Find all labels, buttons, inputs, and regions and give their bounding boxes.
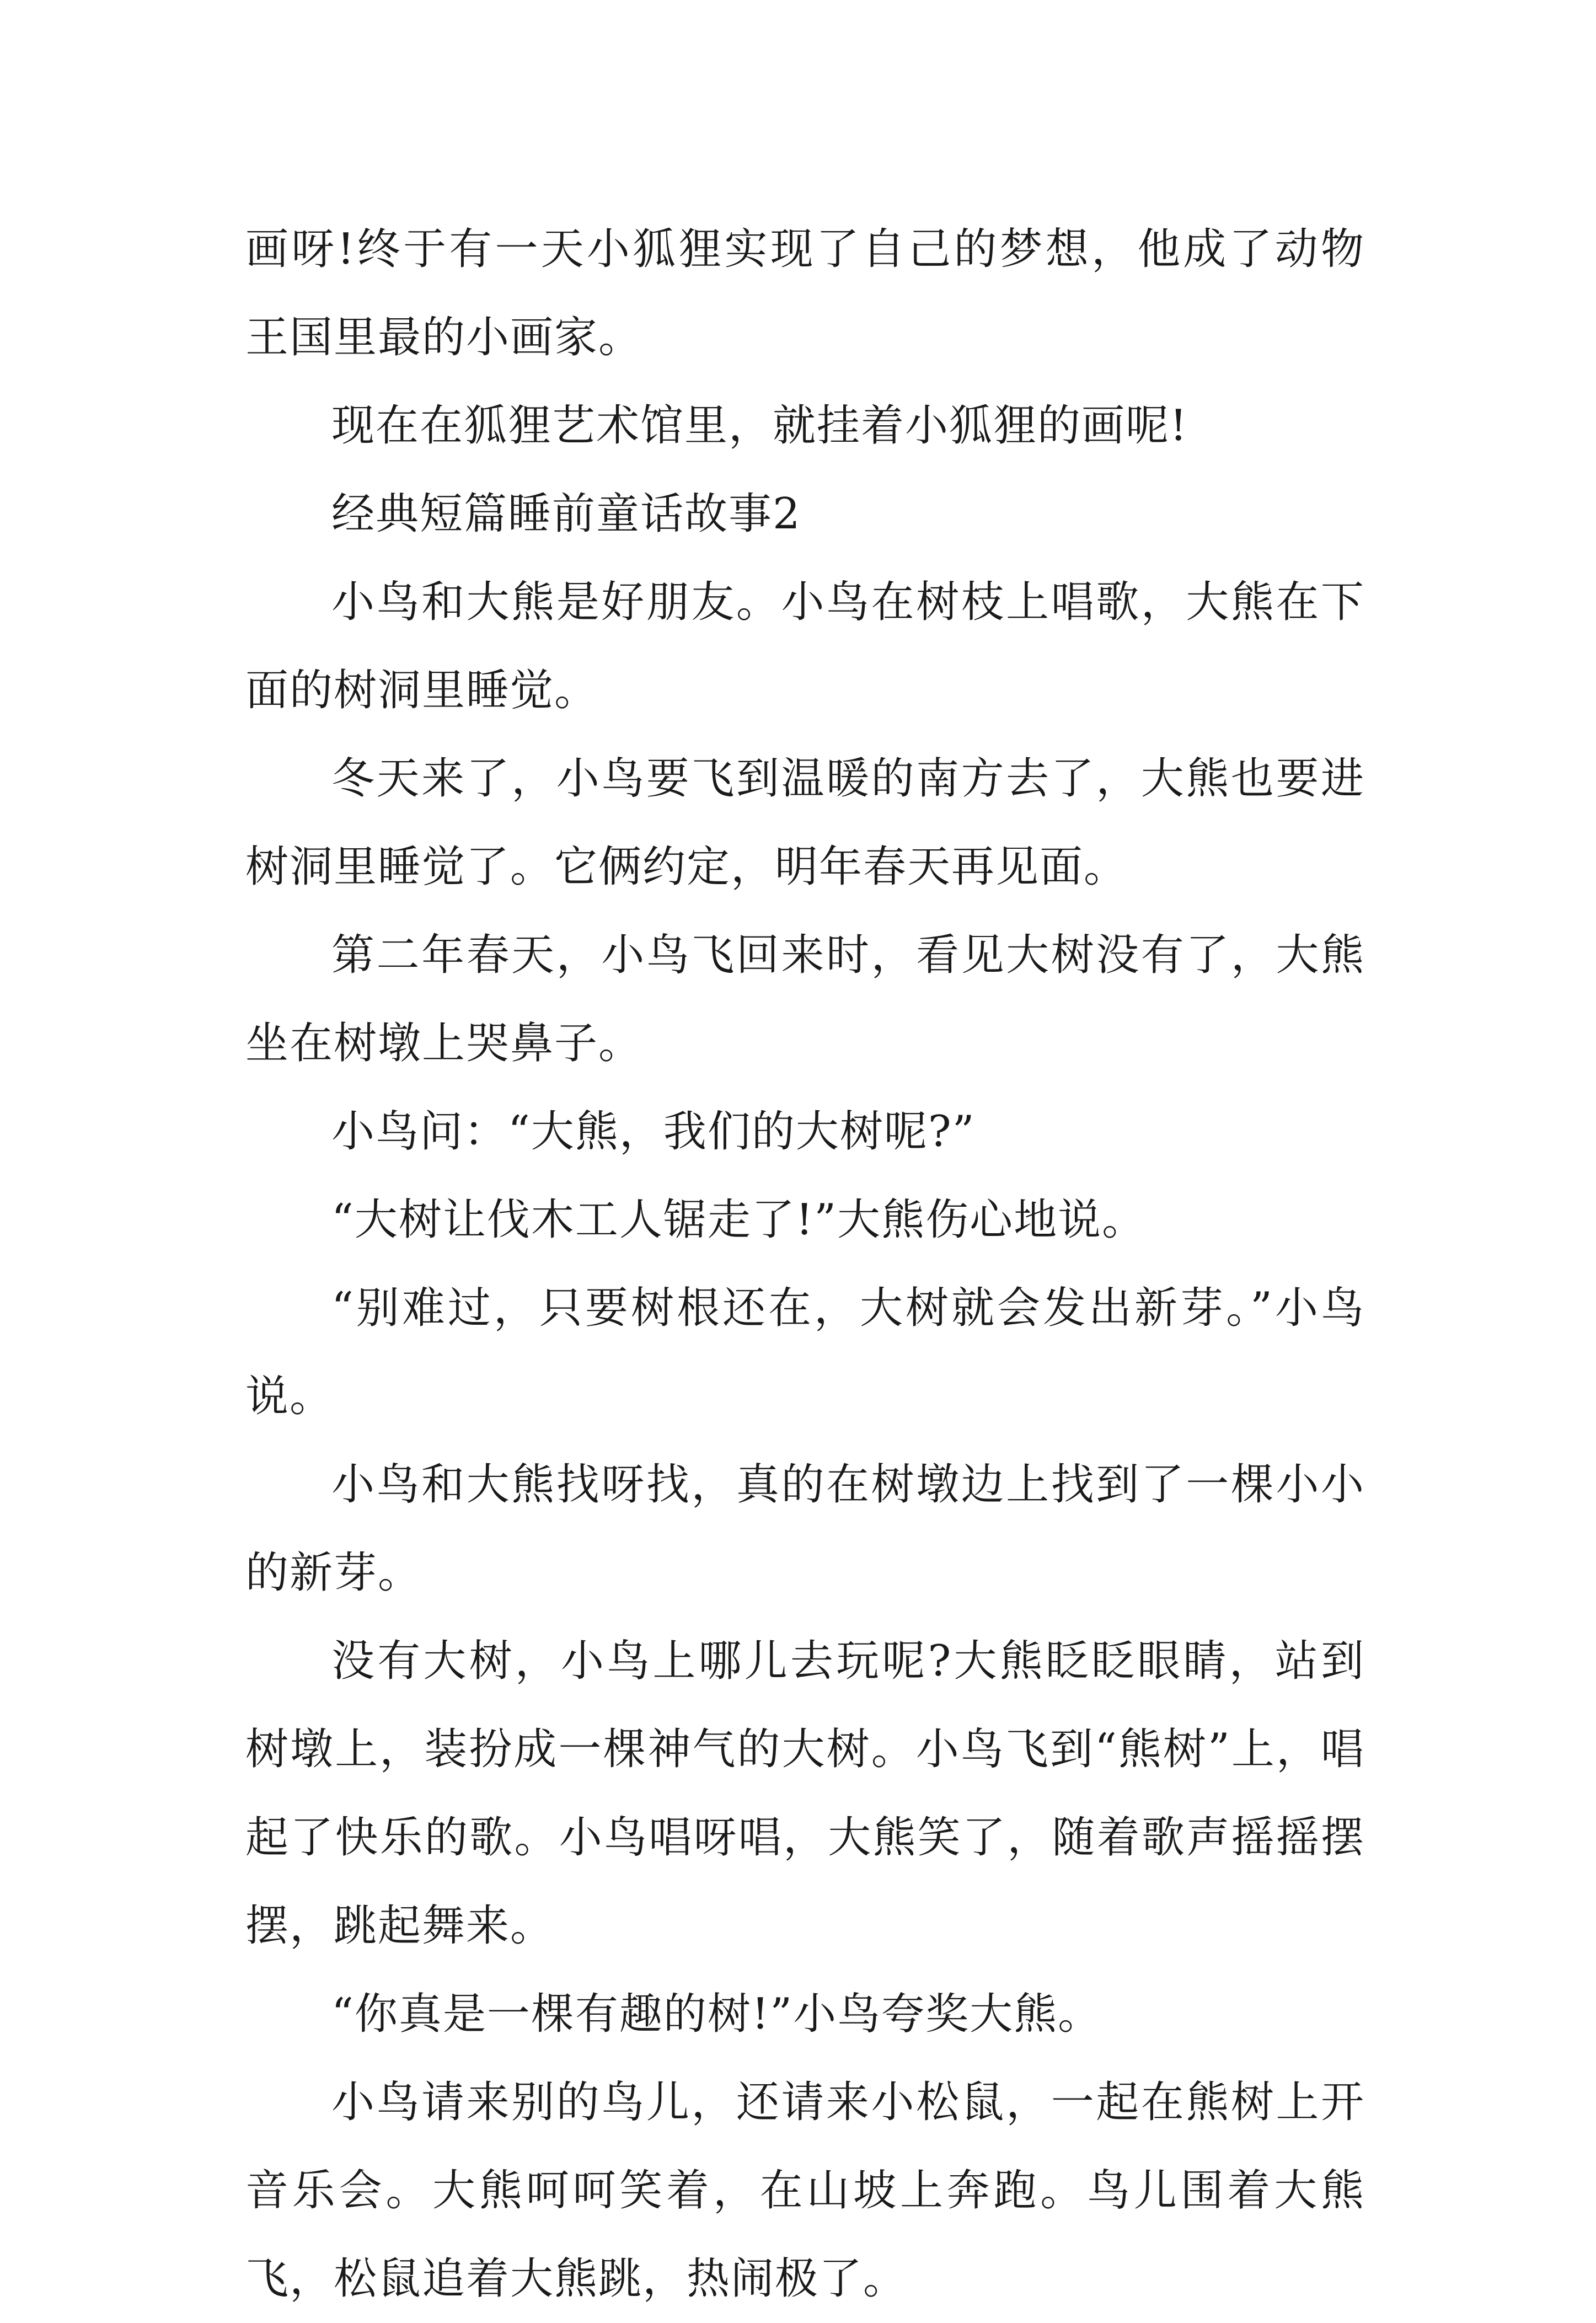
paragraph-new-sprout: 小鸟和大熊找呀找，真的在树墩边上找到了一棵小小的新芽。 (245, 1460, 1365, 1598)
paragraph-friends: 小鸟和大熊是好朋友。小鸟在树枝上唱歌，大熊在下面的树洞里睡觉。 (245, 577, 1365, 715)
paragraph-concert: 小鸟请来别的鸟儿，还请来小松鼠，一起在熊树上开音乐会。大熊呵呵笑着，在山坡上奔跑。鸟儿围着大熊飞，松鼠追着大熊跳，热闹极了。 (245, 2078, 1365, 2304)
paragraph-bird-comforts: “别难过，只要树根还在，大树就会发出新芽。”小鸟说。 (245, 1283, 1365, 1421)
paragraph-bird-asks: 小鸟问：“大熊，我们的大树呢?” (331, 1107, 976, 1157)
paragraph-story1-ending: 画呀!终于有一天小狐狸实现了自己的梦想，他成了动物王国里最的小画家。 (245, 224, 1365, 362)
paragraph-fox-gallery: 现在在狐狸艺术馆里，就挂着小狐狸的画呢! (331, 401, 1188, 451)
paragraph-bird-praises: “你真是一棵有趣的树!”小鸟夸奖大熊。 (331, 1989, 1102, 2039)
paragraph-spring: 第二年春天，小鸟飞回来时，看见大树没有了，大熊坐在树墩上哭鼻子。 (245, 930, 1365, 1068)
paragraph-winter: 冬天来了，小鸟要飞到温暖的南方去了，大熊也要进树洞里睡觉了。它俩约定，明年春天再见面。 (245, 754, 1365, 892)
paragraph-bear-tree: 没有大树，小鸟上哪儿去玩呢?大熊眨眨眼睛，站到树墩上，装扮成一棵神气的大树。小鸟飞到“熊树”上，唱起了快乐的歌。小鸟唱呀唱，大熊笑了，随着歌声摇摇摆摆，跳起舞来。 (245, 1636, 1365, 1951)
section-heading-story-2: 经典短篇睡前童话故事2 (331, 489, 801, 539)
paragraph-bear-answers: “大树让伐木工人锯走了!”大熊伤心地说。 (331, 1195, 1147, 1245)
document-body (245, 205, 1365, 2323)
